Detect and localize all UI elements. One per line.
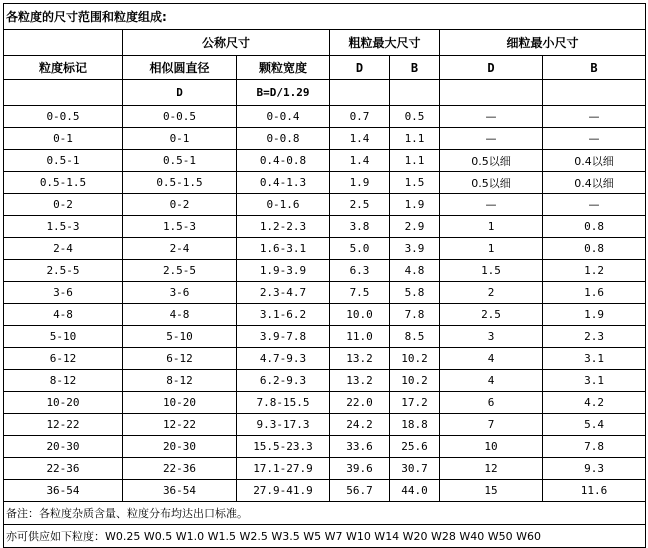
cell-coarse-b: 2.9: [390, 216, 440, 238]
cell-equivalent-diameter: 5-10: [123, 326, 237, 348]
cell-fine-d: 2.5: [440, 304, 543, 326]
cell-fine-d: 15: [440, 480, 543, 502]
cell-equivalent-diameter: 4-8: [123, 304, 237, 326]
cell-grain-mark: 8-12: [4, 370, 123, 392]
cell-coarse-d: 0.7: [330, 106, 390, 128]
cell-grain-mark: 0.5-1: [4, 150, 123, 172]
cell-fine-b: 7.8: [543, 436, 646, 458]
cell-fine-d: 4: [440, 348, 543, 370]
cell-fine-d: 6: [440, 392, 543, 414]
cell-fine-d: —: [440, 194, 543, 216]
table-title: 各粒度的尺寸范围和粒度组成:: [4, 4, 646, 30]
cell-coarse-b: 5.8: [390, 282, 440, 304]
cell-equivalent-diameter: 6-12: [123, 348, 237, 370]
table-row: [4, 436, 646, 458]
header-fine-min: 细粒最小尺寸: [440, 30, 646, 56]
cell-coarse-b: 3.9: [390, 238, 440, 260]
cell-fine-d: 12: [440, 458, 543, 480]
cell-coarse-b: 1.1: [390, 150, 440, 172]
table-row: [4, 128, 646, 150]
cell-equivalent-diameter: 2.5-5: [123, 260, 237, 282]
cell-grain-mark: 4-8: [4, 304, 123, 326]
cell-coarse-d: 6.3: [330, 260, 390, 282]
cell-fine-d: 10: [440, 436, 543, 458]
header-coarse-max: 粗粒最大尺寸: [330, 30, 440, 56]
cell-grain-width: 3.9-7.8: [237, 326, 330, 348]
cell-fine-d: 3: [440, 326, 543, 348]
subheader-b-formula: B=D/1.29: [237, 80, 330, 106]
table-row: [4, 172, 646, 194]
table-row: [4, 194, 646, 216]
table-body: [4, 106, 646, 502]
cell-equivalent-diameter: 0-1: [123, 128, 237, 150]
cell-grain-mark: 2.5-5: [4, 260, 123, 282]
cell-coarse-d: 2.5: [330, 194, 390, 216]
table-row: [4, 348, 646, 370]
cell-fine-b: 4.2: [543, 392, 646, 414]
cell-equivalent-diameter: 0.5-1.5: [123, 172, 237, 194]
cell-coarse-b: 0.5: [390, 106, 440, 128]
cell-grain-width: 1.9-3.9: [237, 260, 330, 282]
subheader-blank: [4, 80, 123, 106]
cell-fine-b: 5.4: [543, 414, 646, 436]
cell-coarse-d: 33.6: [330, 436, 390, 458]
table-row: [4, 106, 646, 128]
cell-grain-width: 3.1-6.2: [237, 304, 330, 326]
cell-coarse-b: 8.5: [390, 326, 440, 348]
cell-equivalent-diameter: 22-36: [123, 458, 237, 480]
cell-grain-width: 1.6-3.1: [237, 238, 330, 260]
cell-fine-d: —: [440, 128, 543, 150]
cell-fine-b: 9.3: [543, 458, 646, 480]
cell-grain-width: 0-0.4: [237, 106, 330, 128]
table-row: [4, 260, 646, 282]
cell-equivalent-diameter: 1.5-3: [123, 216, 237, 238]
cell-grain-mark: 0-0.5: [4, 106, 123, 128]
cell-coarse-b: 18.8: [390, 414, 440, 436]
note-available-sizes: 亦可供应如下粒度：W0.25 W0.5 W1.0 W1.5 W2.5 W3.5 W5 W7 W10 W14 W20 W28 W40 W50 W60: [4, 525, 646, 548]
cell-equivalent-diameter: 0.5-1: [123, 150, 237, 172]
cell-fine-d: 2: [440, 282, 543, 304]
header-nominal-size: 公称尺寸: [123, 30, 330, 56]
cell-coarse-d: 10.0: [330, 304, 390, 326]
cell-coarse-d: 5.0: [330, 238, 390, 260]
cell-equivalent-diameter: 0-2: [123, 194, 237, 216]
grain-size-table: [3, 3, 646, 548]
cell-grain-mark: 36-54: [4, 480, 123, 502]
cell-grain-mark: 12-22: [4, 414, 123, 436]
table-row: [4, 458, 646, 480]
cell-coarse-d: 13.2: [330, 348, 390, 370]
cell-grain-mark: 2-4: [4, 238, 123, 260]
cell-coarse-d: 13.2: [330, 370, 390, 392]
cell-fine-b: 1.9: [543, 304, 646, 326]
cell-grain-width: 2.3-4.7: [237, 282, 330, 304]
cell-coarse-b: 7.8: [390, 304, 440, 326]
table-row: [4, 326, 646, 348]
cell-grain-mark: 3-6: [4, 282, 123, 304]
cell-grain-mark: 22-36: [4, 458, 123, 480]
cell-coarse-d: 39.6: [330, 458, 390, 480]
cell-grain-mark: 0-1: [4, 128, 123, 150]
table-row: [4, 304, 646, 326]
cell-equivalent-diameter: 10-20: [123, 392, 237, 414]
cell-fine-b: —: [543, 194, 646, 216]
cell-coarse-b: 25.6: [390, 436, 440, 458]
cell-equivalent-diameter: 36-54: [123, 480, 237, 502]
header-fine-d: D: [440, 56, 543, 80]
cell-coarse-d: 24.2: [330, 414, 390, 436]
cell-coarse-d: 22.0: [330, 392, 390, 414]
header-grain-mark: 粒度标记: [4, 56, 123, 80]
cell-fine-d: 0.5以细: [440, 150, 543, 172]
subheader-blank: [330, 80, 390, 106]
header-equivalent-diameter: 相似圆直径: [123, 56, 237, 80]
cell-grain-width: 0-1.6: [237, 194, 330, 216]
header-coarse-b: B: [390, 56, 440, 80]
table-row: [4, 370, 646, 392]
note-impurity: 备注：各粒度杂质含量、粒度分布均达出口标准。: [4, 502, 646, 525]
cell-coarse-d: 1.4: [330, 150, 390, 172]
table-row: [4, 392, 646, 414]
cell-coarse-b: 1.9: [390, 194, 440, 216]
cell-fine-b: 1.6: [543, 282, 646, 304]
cell-grain-width: 27.9-41.9: [237, 480, 330, 502]
table-row: [4, 216, 646, 238]
cell-grain-mark: 6-12: [4, 348, 123, 370]
cell-grain-width: 0.4-1.3: [237, 172, 330, 194]
subheader-blank: [390, 80, 440, 106]
cell-coarse-d: 1.9: [330, 172, 390, 194]
cell-fine-d: 1: [440, 216, 543, 238]
subheader-blank: [440, 80, 543, 106]
cell-coarse-d: 7.5: [330, 282, 390, 304]
cell-fine-d: —: [440, 106, 543, 128]
header-grain-width: 颗粒宽度: [237, 56, 330, 80]
cell-coarse-d: 1.4: [330, 128, 390, 150]
cell-coarse-d: 3.8: [330, 216, 390, 238]
header-fine-b: B: [543, 56, 646, 80]
cell-grain-mark: 1.5-3: [4, 216, 123, 238]
cell-fine-b: 2.3: [543, 326, 646, 348]
cell-grain-width: 4.7-9.3: [237, 348, 330, 370]
subheader-d: D: [123, 80, 237, 106]
cell-equivalent-diameter: 0-0.5: [123, 106, 237, 128]
cell-grain-width: 9.3-17.3: [237, 414, 330, 436]
cell-fine-d: 7: [440, 414, 543, 436]
cell-coarse-b: 1.1: [390, 128, 440, 150]
cell-grain-width: 0.4-0.8: [237, 150, 330, 172]
cell-fine-b: 0.4以细: [543, 150, 646, 172]
cell-grain-mark: 5-10: [4, 326, 123, 348]
cell-coarse-b: 44.0: [390, 480, 440, 502]
cell-grain-width: 0-0.8: [237, 128, 330, 150]
cell-grain-mark: 10-20: [4, 392, 123, 414]
header-blank: [4, 30, 123, 56]
subheader-blank: [543, 80, 646, 106]
cell-fine-b: 11.6: [543, 480, 646, 502]
cell-grain-width: 15.5-23.3: [237, 436, 330, 458]
cell-fine-d: 0.5以细: [440, 172, 543, 194]
table-row: [4, 282, 646, 304]
cell-fine-b: 3.1: [543, 370, 646, 392]
table-row: [4, 238, 646, 260]
cell-grain-width: 7.8-15.5: [237, 392, 330, 414]
cell-fine-d: 4: [440, 370, 543, 392]
cell-coarse-d: 56.7: [330, 480, 390, 502]
cell-equivalent-diameter: 2-4: [123, 238, 237, 260]
cell-equivalent-diameter: 8-12: [123, 370, 237, 392]
cell-grain-width: 1.2-2.3: [237, 216, 330, 238]
cell-coarse-b: 10.2: [390, 370, 440, 392]
cell-fine-d: 1: [440, 238, 543, 260]
cell-coarse-b: 4.8: [390, 260, 440, 282]
cell-fine-b: 0.4以细: [543, 172, 646, 194]
cell-equivalent-diameter: 3-6: [123, 282, 237, 304]
cell-fine-b: 0.8: [543, 238, 646, 260]
table-row: [4, 480, 646, 502]
cell-grain-width: 6.2-9.3: [237, 370, 330, 392]
cell-fine-b: 1.2: [543, 260, 646, 282]
cell-equivalent-diameter: 12-22: [123, 414, 237, 436]
cell-coarse-b: 1.5: [390, 172, 440, 194]
cell-fine-b: 3.1: [543, 348, 646, 370]
cell-fine-b: 0.8: [543, 216, 646, 238]
cell-fine-d: 1.5: [440, 260, 543, 282]
header-coarse-d: D: [330, 56, 390, 80]
cell-grain-width: 17.1-27.9: [237, 458, 330, 480]
cell-coarse-b: 30.7: [390, 458, 440, 480]
cell-grain-mark: 20-30: [4, 436, 123, 458]
cell-fine-b: —: [543, 128, 646, 150]
cell-fine-b: —: [543, 106, 646, 128]
cell-coarse-b: 17.2: [390, 392, 440, 414]
cell-grain-mark: 0.5-1.5: [4, 172, 123, 194]
cell-coarse-d: 11.0: [330, 326, 390, 348]
cell-equivalent-diameter: 20-30: [123, 436, 237, 458]
table-row: [4, 150, 646, 172]
cell-coarse-b: 10.2: [390, 348, 440, 370]
cell-grain-mark: 0-2: [4, 194, 123, 216]
table-row: [4, 414, 646, 436]
